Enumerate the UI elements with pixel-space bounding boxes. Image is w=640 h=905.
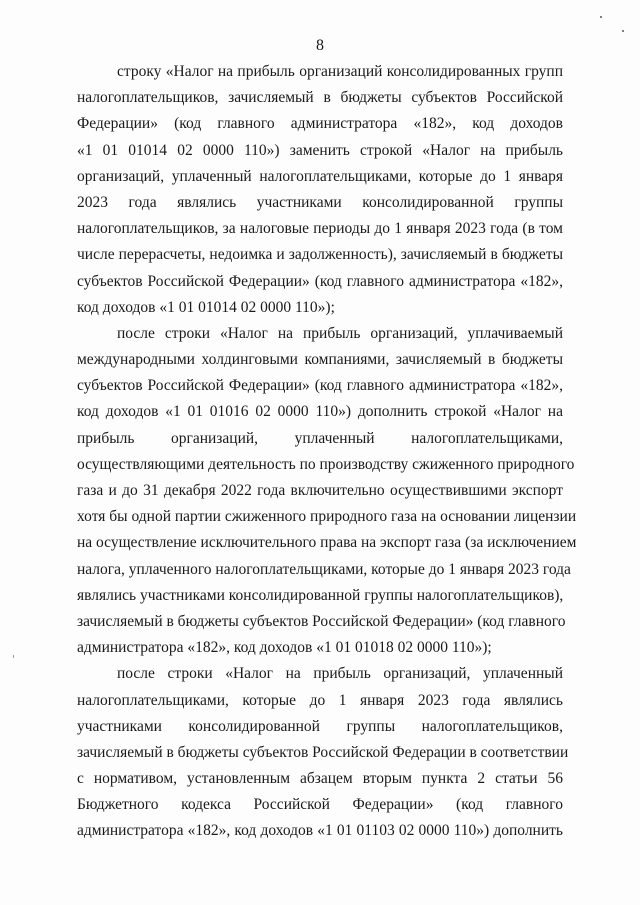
scan-speck	[622, 30, 624, 32]
text-line: прибыль организаций, уплаченный налогоплательщиками,	[77, 429, 563, 447]
text-line: международными холдинговыми компаниями, зачисляемый в бюджеты	[77, 351, 563, 369]
paragraph-2	[77, 321, 577, 661]
text-line: налогоплательщиков, зачисляемый в бюджеты субъектов Российской	[77, 89, 563, 107]
text-line: код доходов «1 01 01016 02 0000 110») дополнить строкой «Налог на	[77, 403, 563, 421]
text-line: администратора «182», код доходов «1 01 01018 02 0000 110»);	[77, 639, 492, 657]
text-line: на осуществление исключительного права на экспорт газа (за исключением	[77, 534, 577, 552]
text-line: с нормативом, установленным абзацем вторым пункта 2 статьи 56	[77, 770, 563, 788]
text-line: участниками консолидированной группы налогоплательщиков,	[77, 717, 563, 735]
scan-speck	[13, 655, 14, 658]
paragraph-3	[77, 661, 569, 844]
text-line: зачисляемый в бюджеты субъектов Российской Федерации» (код главного	[77, 612, 566, 630]
text-line: «1 01 01014 02 0000 110») заменить строкой «Налог на прибыль	[77, 141, 563, 159]
text-line: осуществляющими деятельность по производству сжиженного природного	[77, 455, 575, 473]
text-line: Бюджетного кодекса Российской Федерации» (код главного	[77, 796, 563, 814]
document-body	[77, 59, 577, 845]
text-line: администратора «182», код доходов «1 01 01103 02 0000 110») дополнить	[77, 822, 563, 840]
text-line: зачисляемый в бюджеты субъектов Российской Федерации в соответствии	[77, 743, 569, 761]
text-line: являлись участниками консолидированной группы налогоплательщиков),	[77, 586, 564, 604]
text-line: хотя бы одной партии сжиженного природного газа на основании лицензии	[77, 508, 577, 526]
text-line: газа и до 31 декабря 2022 года включительно осуществившими экспорт	[77, 482, 563, 499]
paragraph-1	[77, 59, 563, 321]
scan-speck	[600, 16, 602, 18]
text-line: налога, уплаченного налогоплательщиками, которые до 1 января 2023 года	[77, 560, 571, 578]
text-line: субъектов Российской Федерации» (код главного администратора «182»,	[77, 377, 563, 395]
text-line: числе перерасчеты, недоимка и задолженность), зачисляемый в бюджеты	[77, 246, 563, 264]
text-line: после строки «Налог на прибыль организаций, уплаченный	[117, 665, 563, 683]
page-number: 8	[316, 37, 324, 54]
text-line: Федерации» (код главного администратора «182», код доходов	[77, 115, 563, 133]
text-line: субъектов Российской Федерации» (код главного администратора «182»,	[77, 272, 563, 290]
text-line: налогоплательщиков, за налоговые периоды до 1 января 2023 года (в том	[77, 220, 563, 238]
text-line: код доходов «1 01 01014 02 0000 110»);	[77, 298, 335, 316]
text-line: строку «Налог на прибыль организаций консолидированных групп	[117, 63, 563, 80]
text-line: после строки «Налог на прибыль организаций, уплачиваемый	[117, 324, 563, 342]
text-line: 2023 года являлись участниками консолидированной группы	[77, 193, 563, 211]
text-line: организаций, уплаченный налогоплательщиками, которые до 1 января	[77, 167, 563, 185]
text-line: налогоплательщиками, которые до 1 января 2023 года являлись	[77, 691, 563, 709]
